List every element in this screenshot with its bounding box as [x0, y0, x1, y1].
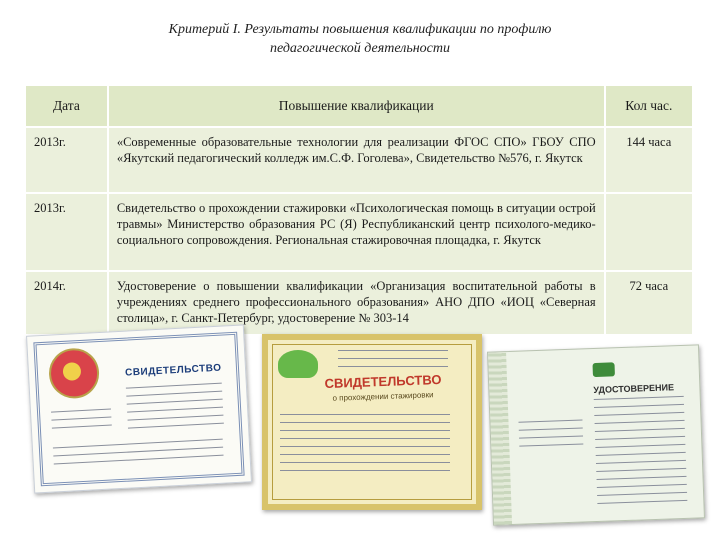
row-description: «Современные образовательные технологии для реализации ФГОС СПО» ГБОУ СПО «Якутский педагогический колледж им.С.Ф. Гоголева», Свидетельство №576, г. Якутск	[109, 128, 606, 194]
certificate-text-lines	[280, 414, 450, 478]
table-row	[26, 128, 694, 194]
certificate-header-lines	[338, 350, 448, 374]
certificate-text-lines	[51, 408, 112, 435]
column-header-hours: Кол час.	[606, 86, 694, 128]
title-line-1: Критерий I. Результаты повышения квалификации по профилю	[168, 22, 552, 37]
certificate-image-2	[262, 334, 482, 510]
certificate-1-title: СВИДЕТЕЛЬСТВО	[124, 362, 222, 379]
table-header-row	[26, 86, 694, 128]
certificate-3-title: УДОСТОВЕРЕНИЕ	[593, 382, 675, 396]
certificate-image-3	[487, 344, 705, 525]
certificate-text-lines	[126, 383, 224, 436]
page-title	[40, 20, 680, 58]
logo-icon	[278, 350, 318, 378]
certificate-text-lines	[518, 419, 583, 453]
row-hours: 144 часа	[606, 128, 694, 194]
row-description: Удостоверение о повышении квалификации «Организация воспитательной работы в учреждениях среднего профессионального образования» АНО ДПО «ИОЦ «Северная столица», г. Санкт-Петербург, удостоверение № 303-14	[109, 272, 606, 336]
title-line-2: педагогической деятельности	[269, 41, 450, 56]
certificate-side-band	[488, 352, 512, 525]
qualification-table	[26, 86, 694, 336]
certificate-image-1	[26, 324, 252, 493]
column-header-qualification: Повышение квалификации	[109, 86, 606, 128]
row-description: Свидетельство о прохождении стажировки «Психологическая помощь в ситуации острой травмы» Министерство образования РС (Я) Республиканский центр психолого-медико-социального сопровождения. Региональная стажировочная площадка, г. Якутск	[109, 194, 606, 272]
row-date: 2013г.	[26, 128, 109, 194]
row-date: 2013г.	[26, 194, 109, 272]
logo-icon	[592, 362, 614, 377]
row-hours	[606, 194, 694, 272]
row-date: 2014г.	[26, 272, 109, 336]
table-row	[26, 272, 694, 336]
table-row	[26, 194, 694, 272]
row-hours: 72 часа	[606, 272, 694, 336]
certificate-2-title: СВИДЕТЕЛЬСТВО	[324, 371, 442, 392]
certificate-2-subtitle: о прохождении стажировки	[332, 390, 434, 403]
column-header-date: Дата	[26, 86, 109, 128]
certificate-text-lines	[594, 396, 688, 511]
